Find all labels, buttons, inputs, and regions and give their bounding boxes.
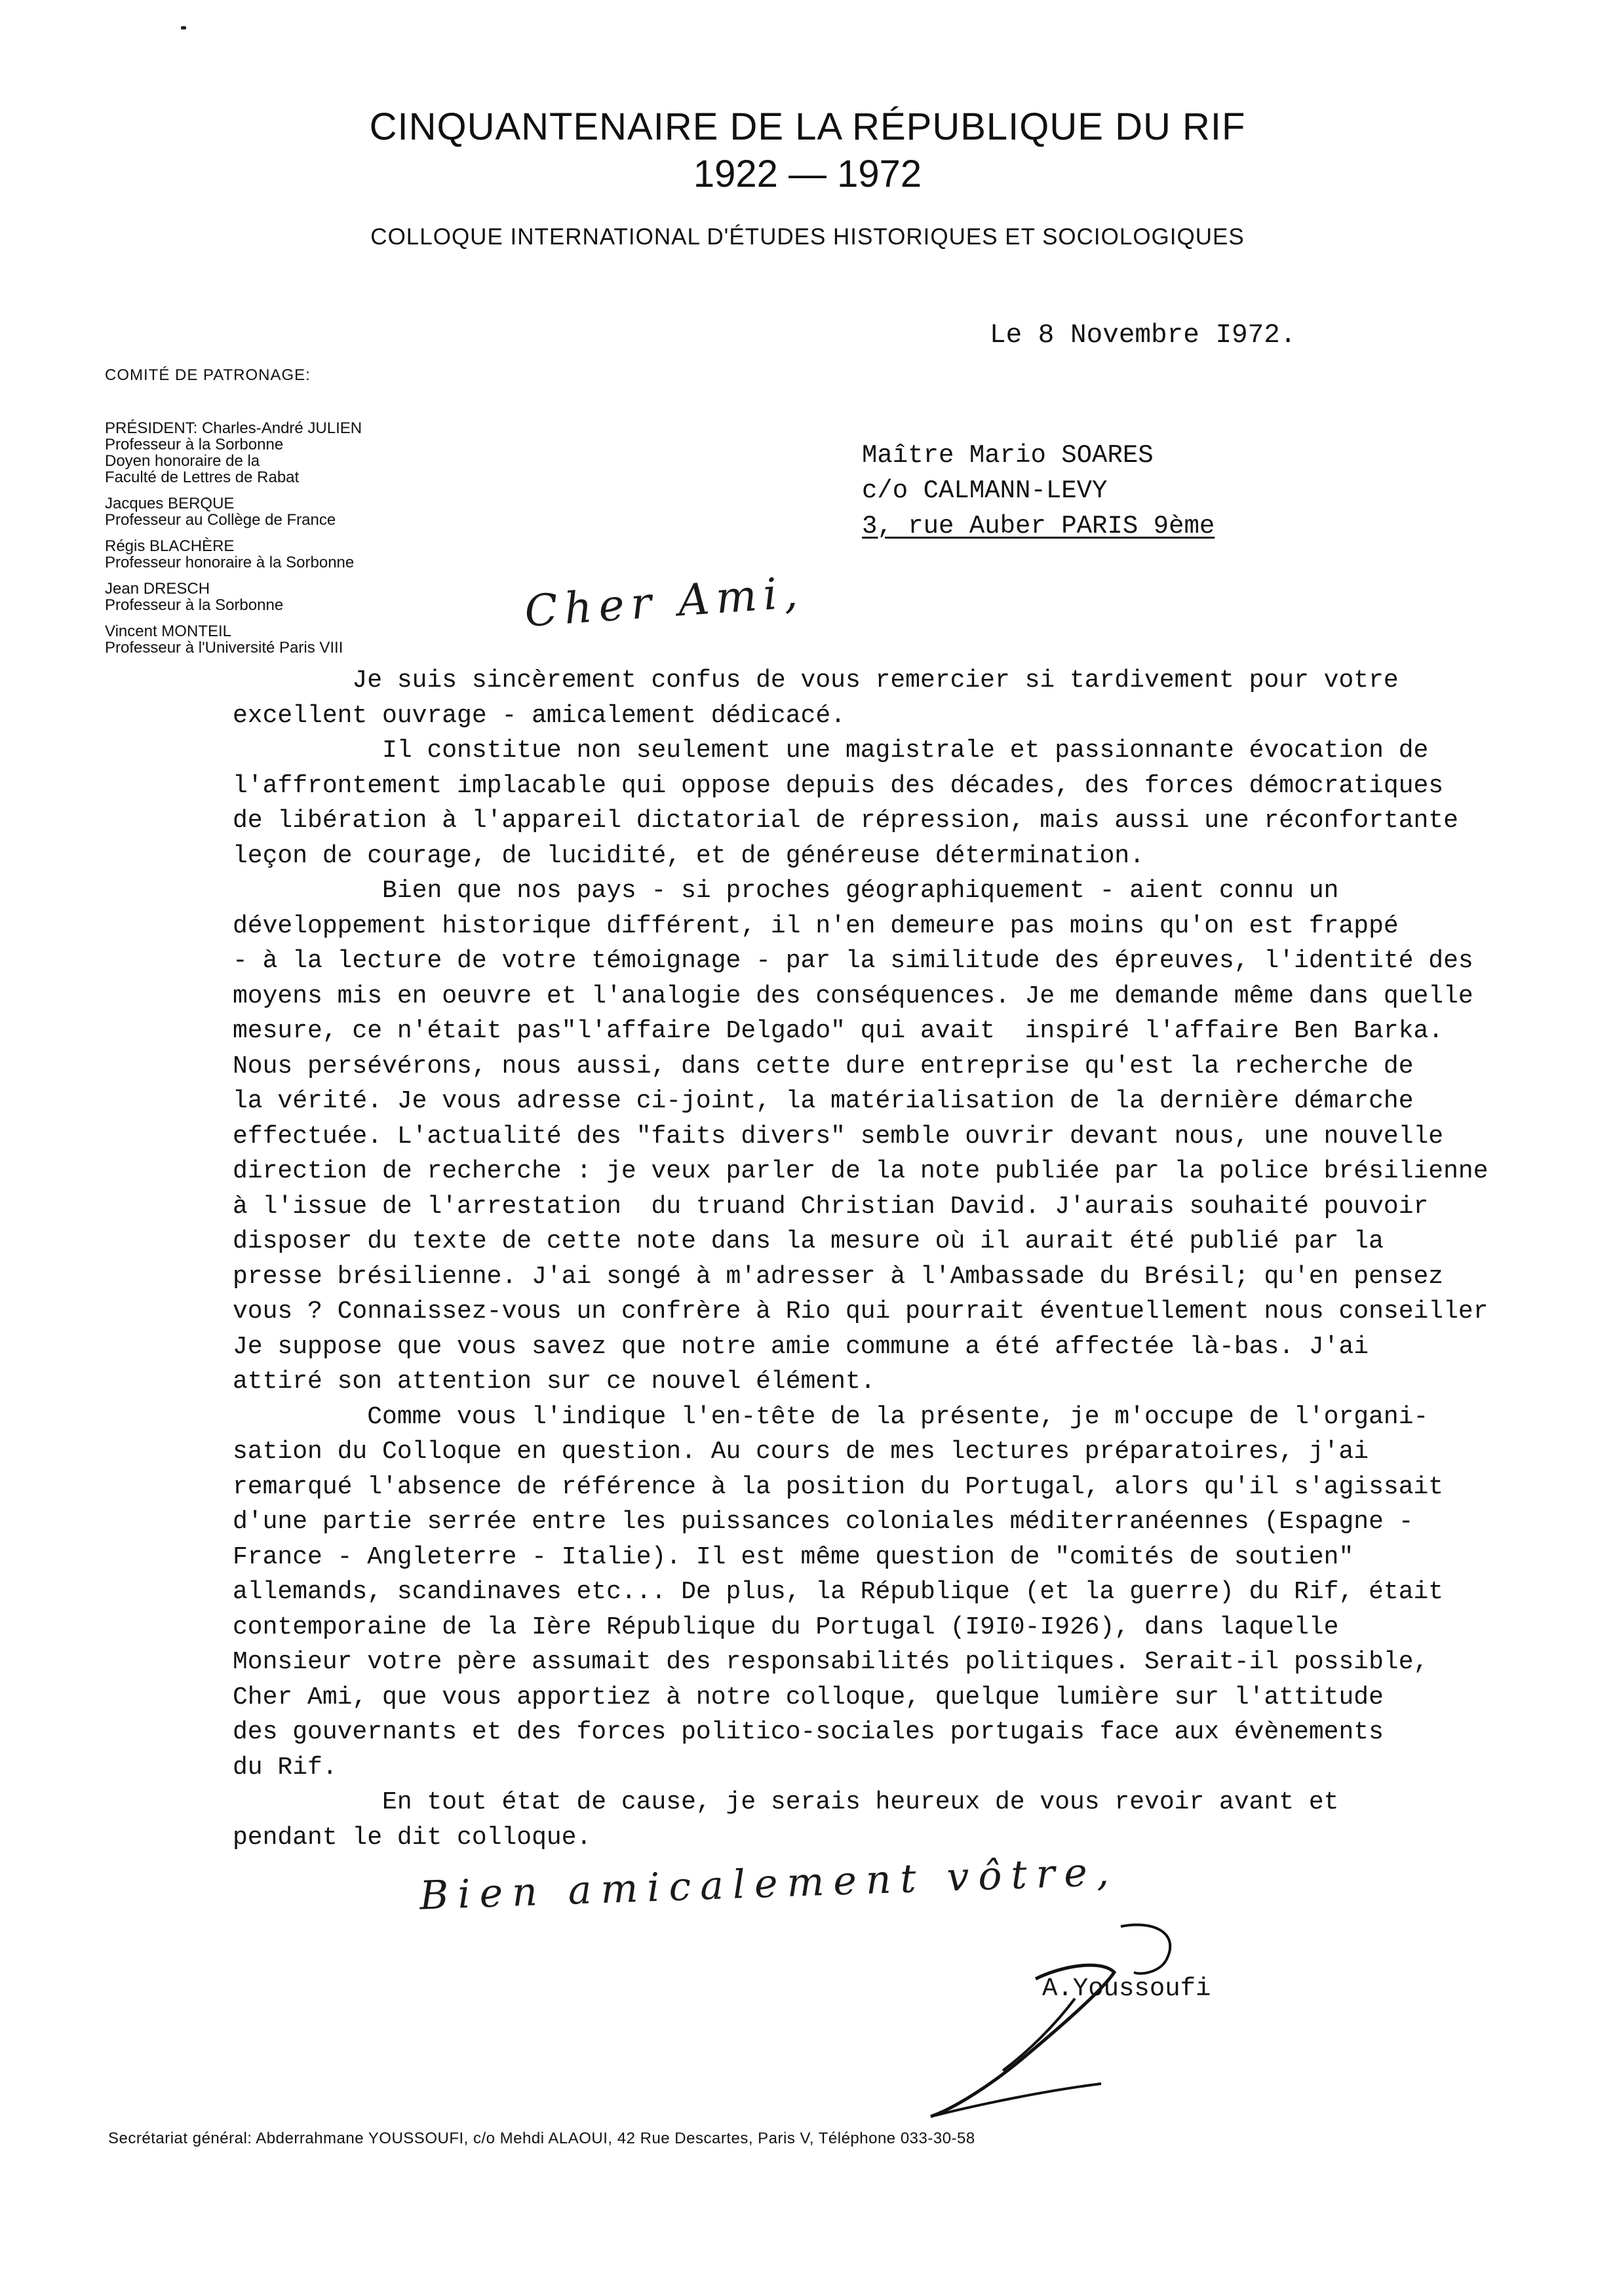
committee-member [105, 420, 472, 486]
body-line: Je suis sincèrement confus de vous remercier si tardivement pour votre [233, 666, 1399, 695]
body-line: effectuée. L'actualité des "faits divers" semble ouvrir devant nous, une nouvelle [233, 1122, 1444, 1151]
body-line: remarqué l'absence de référence à la position du Portugal, alors qu'il s'agissait [233, 1472, 1444, 1501]
member-name: Vincent MONTEIL [105, 622, 231, 640]
recipient-care-of: c/o CALMANN-LEVY [862, 476, 1108, 505]
body-line: moyens mis en oeuvre et l'analogie des conséquences. Je me demande même dans quelle [233, 982, 1473, 1010]
body-line: pendant le dit colloque. [233, 1823, 592, 1852]
committee-member [105, 581, 472, 613]
body-line: sation du Colloque en question. Au cours de mes lectures préparatoires, j'ai [233, 1438, 1369, 1466]
body-line: à l'issue de l'arrestation du truand Christian David. J'aurais souhaité pouvoir [233, 1192, 1429, 1221]
recipient-address [862, 438, 1215, 544]
member-name: PRÉSIDENT: Charles-André JULIEN [105, 419, 362, 437]
member-role: Doyen honoraire de la [105, 452, 260, 470]
member-name: Jacques BERQUE [105, 495, 235, 512]
body-line: allemands, scandinaves etc... De plus, la République (et la guerre) du Rif, était [233, 1578, 1444, 1606]
handwritten-closing: Bien amicalement vôtre, [419, 1848, 1119, 1919]
handwritten-signature [905, 1900, 1206, 2136]
recipient-name: Maître Mario SOARES [862, 441, 1154, 470]
body-line: France - Angleterre - Italie). Il est même question de "comités de soutien" [233, 1542, 1354, 1571]
member-role: Professeur honoraire à la Sorbonne [105, 554, 355, 571]
letterhead-years: 1922 — 1972 [693, 153, 922, 195]
member-role: Professeur à la Sorbonne [105, 436, 284, 453]
signature-name: A.Youssoufi [1042, 1974, 1211, 2003]
body-line: leçon de courage, de lucidité, et de généreuse détermination. [233, 841, 1145, 870]
body-line: Bien que nos pays - si proches géographiquement - aient connu un [233, 877, 1339, 905]
letter-date: Le 8 Novembre I972. [990, 320, 1296, 351]
committee-member [105, 538, 472, 571]
member-role: Faculté de Lettres de Rabat [105, 469, 300, 486]
letterhead-title: CINQUANTENAIRE DE LA RÉPUBLIQUE DU RIF [369, 105, 1246, 148]
body-line: attiré son attention sur ce nouvel élément. [233, 1368, 876, 1396]
body-line: vous ? Connaissez-vous un confrère à Rio qui pourrait éventuellement nous conseiller [233, 1297, 1489, 1326]
body-line: contemporaine de la Ière République du Portugal (I9I0-I926), dans laquelle [233, 1613, 1339, 1641]
body-line: direction de recherche : je veux parler de la note publiée par la police brésilienne [233, 1157, 1489, 1185]
body-line: Cher Ami, que vous apportiez à notre colloque, quelque lumière sur l'attitude [233, 1683, 1384, 1712]
letterhead-footer: Secrétariat général: Abderrahmane YOUSSOUFI, c/o Mehdi ALAOUI, 42 Rue Descartes, Paris V, Téléphone 033-30-58 [108, 2130, 975, 2147]
member-role: Professeur à la Sorbonne [105, 596, 284, 614]
recipient-street: 3, rue Auber PARIS 9ème [862, 512, 1215, 541]
committee-list [105, 367, 472, 666]
body-line: disposer du texte de cette note dans la mesure où il aurait été publié par la [233, 1227, 1384, 1255]
body-line: l'affrontement implacable qui oppose depuis des décades, des forces démocratiques [233, 771, 1444, 800]
ink-speck [181, 26, 186, 29]
body-line: de libération à l'appareil dictatorial de répression, mais aussi une réconfortante [233, 807, 1458, 835]
body-line: d'une partie serrée entre les puissances coloniales méditerranéennes (Espagne - [233, 1508, 1414, 1536]
handwritten-salutation: Cher Ami, [522, 567, 806, 637]
committee-heading: COMITÉ DE PATRONAGE: [105, 366, 311, 384]
committee-member [105, 623, 472, 656]
committee-member [105, 495, 472, 528]
body-line: Je suppose que vous savez que notre amie commune a été affectée là-bas. J'ai [233, 1332, 1369, 1361]
body-line: mesure, ce n'était pas"l'affaire Delgado" qui avait inspiré l'affaire Ben Barka. [233, 1017, 1444, 1045]
member-name: Régis BLACHÈRE [105, 537, 235, 555]
body-line: Monsieur votre père assumait des responsabilités politiques. Serait-il possible, [233, 1648, 1429, 1676]
letterhead-subtitle: COLLOQUE INTERNATIONAL D'ÉTUDES HISTORIQUES ET SOCIOLOGIQUES [370, 224, 1245, 250]
body-line: Il constitue non seulement une magistrale et passionnante évocation de [233, 737, 1429, 765]
body-line: Nous persévérons, nous aussi, dans cette dure entreprise qu'est la recherche de [233, 1052, 1414, 1081]
member-name: Jean DRESCH [105, 580, 210, 598]
body-line: En tout état de cause, je serais heureux de vous revoir avant et [233, 1788, 1339, 1816]
body-line: développement historique différent, il n'en demeure pas moins qu'on est frappé [233, 911, 1399, 940]
body-line: Comme vous l'indique l'en-tête de la présente, je m'occupe de l'organi- [233, 1402, 1429, 1431]
body-line: excellent ouvrage - amicalement dédicacé. [233, 701, 846, 730]
body-line: des gouvernants et des forces politico-sociales portugais face aux évènements [233, 1718, 1384, 1746]
body-line: - à la lecture de votre témoignage - par la similitude des épreuves, l'identité des [233, 947, 1473, 975]
body-line: du Rif. [233, 1753, 338, 1782]
body-line: presse brésilienne. J'ai songé à m'adresser à l'Ambassade du Brésil; qu'en pensez [233, 1262, 1444, 1291]
body-line: la vérité. Je vous adresse ci-joint, la matérialisation de la dernière démarche [233, 1087, 1414, 1115]
member-role: Professeur à l'Université Paris VIII [105, 639, 343, 657]
member-role: Professeur au Collège de France [105, 511, 336, 529]
letter-body [233, 663, 1557, 1855]
